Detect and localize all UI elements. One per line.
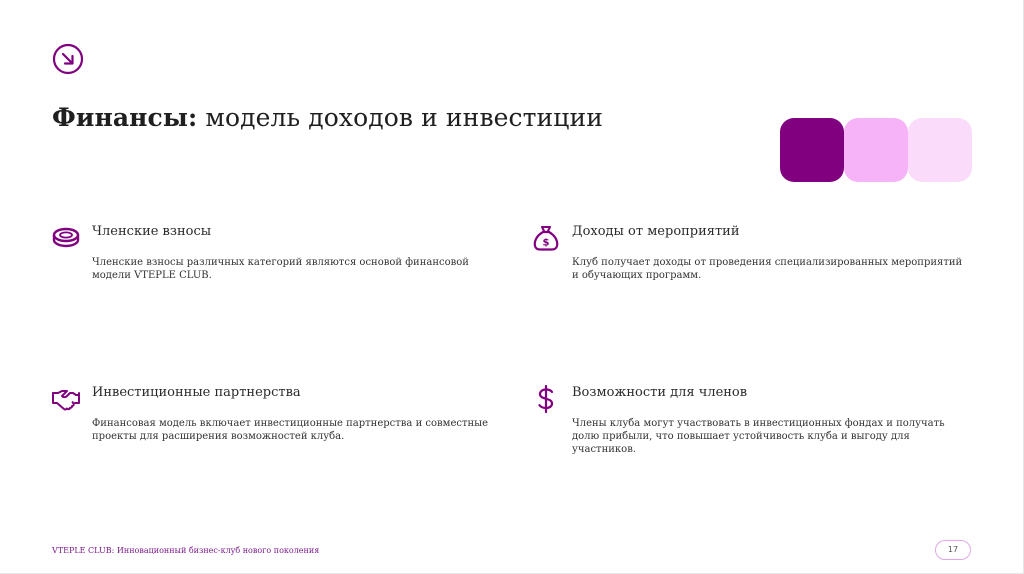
coins-icon xyxy=(52,224,80,252)
swatch-light xyxy=(908,118,972,182)
page-number: 17 xyxy=(935,540,971,560)
money-bag-icon xyxy=(532,224,560,252)
dollar-icon xyxy=(532,385,560,413)
item-heading: Членские взносы xyxy=(92,224,212,239)
swatch-dark xyxy=(780,118,844,182)
svg-text:$: $ xyxy=(542,237,550,249)
item-heading: Доходы от мероприятий xyxy=(572,224,740,239)
arrow-down-right-circle-icon xyxy=(52,43,84,75)
item-heading: Возможности для членов xyxy=(572,385,748,400)
footer-text: VTEPLE CLUB: Инновационный бизнес-клуб нового поколения xyxy=(52,546,320,555)
page-title: Финансы: модель доходов и инвестиции xyxy=(52,103,604,132)
item-heading: Инвестиционные партнерства xyxy=(92,385,301,400)
item-description: Члены клуба могут участвовать в инвестиционных фондах и получать долю прибыли, что повышает устойчивость клуба и выгоду для участников. xyxy=(572,418,945,455)
color-swatches xyxy=(780,118,972,182)
item-description: Клуб получает доходы от проведения специализированных мероприятий и обучающих программ. xyxy=(572,257,963,281)
item-description: Членские взносы различных категорий являются основой финансовой модели VTEPLE CLUB. xyxy=(92,257,469,281)
swatch-medium xyxy=(844,118,908,182)
handshake-icon xyxy=(52,385,80,413)
item-description: Финансовая модель включает инвестиционные партнерства и совместные проекты для расширения возможностей клуба. xyxy=(92,418,489,442)
